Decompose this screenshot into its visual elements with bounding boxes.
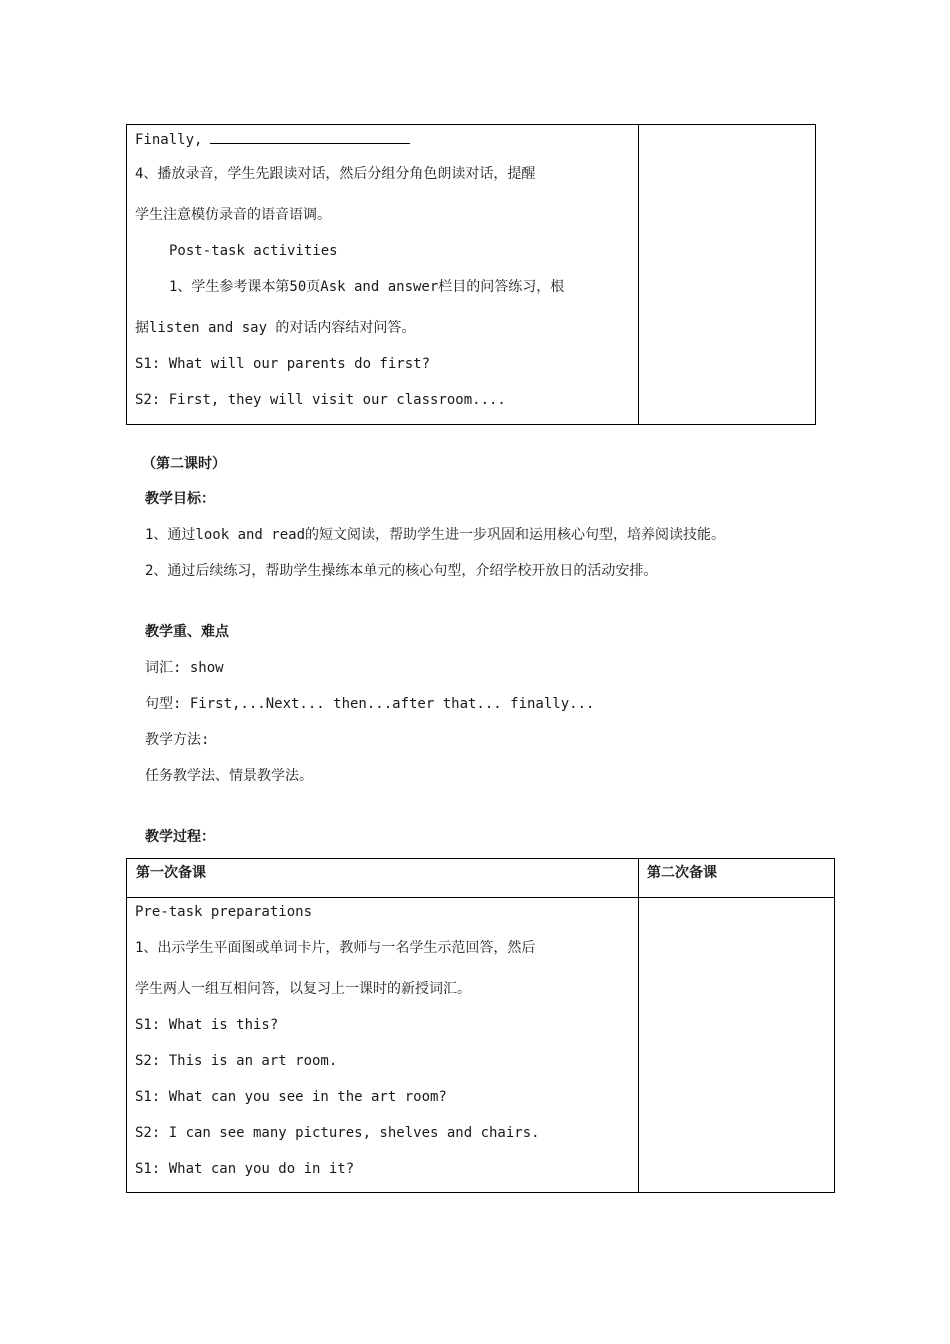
column-divider: [638, 859, 639, 1192]
keypoints-heading: 教学重、难点: [145, 624, 229, 640]
second-plan-cell: [639, 125, 815, 424]
header-second-plan: 第二次备课: [647, 865, 717, 881]
objective-item: 1、通过look and read的短文阅读，帮助学生进一步巩固和运用核心句型，培养阅读技能。: [145, 527, 725, 543]
lesson-title: （第二课时）: [142, 456, 226, 472]
header-divider: [127, 897, 834, 898]
table-line: Post-task activities: [169, 243, 338, 259]
lesson-plan-table-continued: [126, 124, 816, 425]
table-line: S2: This is an art room.: [135, 1053, 338, 1069]
header-first-plan: 第一次备课: [136, 865, 206, 881]
objectives-heading: 教学目标：: [145, 491, 215, 507]
table-line: 学生两人一组互相问答，以复习上一课时的新授词汇。: [135, 981, 471, 997]
table-line: S1: What can you do in it?: [135, 1161, 355, 1177]
blank-underline: [210, 130, 410, 144]
table-line: 1、出示学生平面图或单词卡片，教师与一名学生示范回答，然后: [135, 940, 536, 956]
table-line: S1: What can you see in the art room?: [135, 1089, 447, 1105]
vocab-line: 词汇: show: [145, 660, 224, 676]
table-line: Finally,: [135, 130, 410, 149]
method-heading: 教学方法:: [145, 732, 210, 748]
table-line: S1: What will our parents do first?: [135, 356, 431, 372]
table-line: 学生注意模仿录音的语音语调。: [135, 207, 331, 223]
methods-line: 任务教学法、情景教学法。: [145, 768, 313, 784]
objective-item: 2、通过后续练习，帮助学生操练本单元的核心句型，介绍学校开放日的活动安排。: [145, 563, 658, 579]
lesson-plan-table: [126, 858, 835, 1193]
first-plan-cell: [127, 125, 638, 424]
table-line: 1、学生参考课本第50页Ask and answer栏目的问答练习，根: [169, 279, 565, 295]
table-line: S2: First, they will visit our classroom....: [135, 392, 506, 408]
table-line: Pre-task preparations: [135, 904, 313, 920]
table-line: S2: I can see many pictures, shelves and chairs.: [135, 1125, 540, 1141]
table-line: 4、播放录音，学生先跟读对话，然后分组分角色朗读对话，提醒: [135, 166, 536, 182]
table-line: S1: What is this?: [135, 1017, 279, 1033]
table-line: 据listen and say 的对话内容结对问答。: [135, 320, 416, 336]
sentence-line: 句型: First,...Next... then...after that... finally...: [145, 696, 595, 712]
process-heading: 教学过程：: [145, 829, 215, 845]
